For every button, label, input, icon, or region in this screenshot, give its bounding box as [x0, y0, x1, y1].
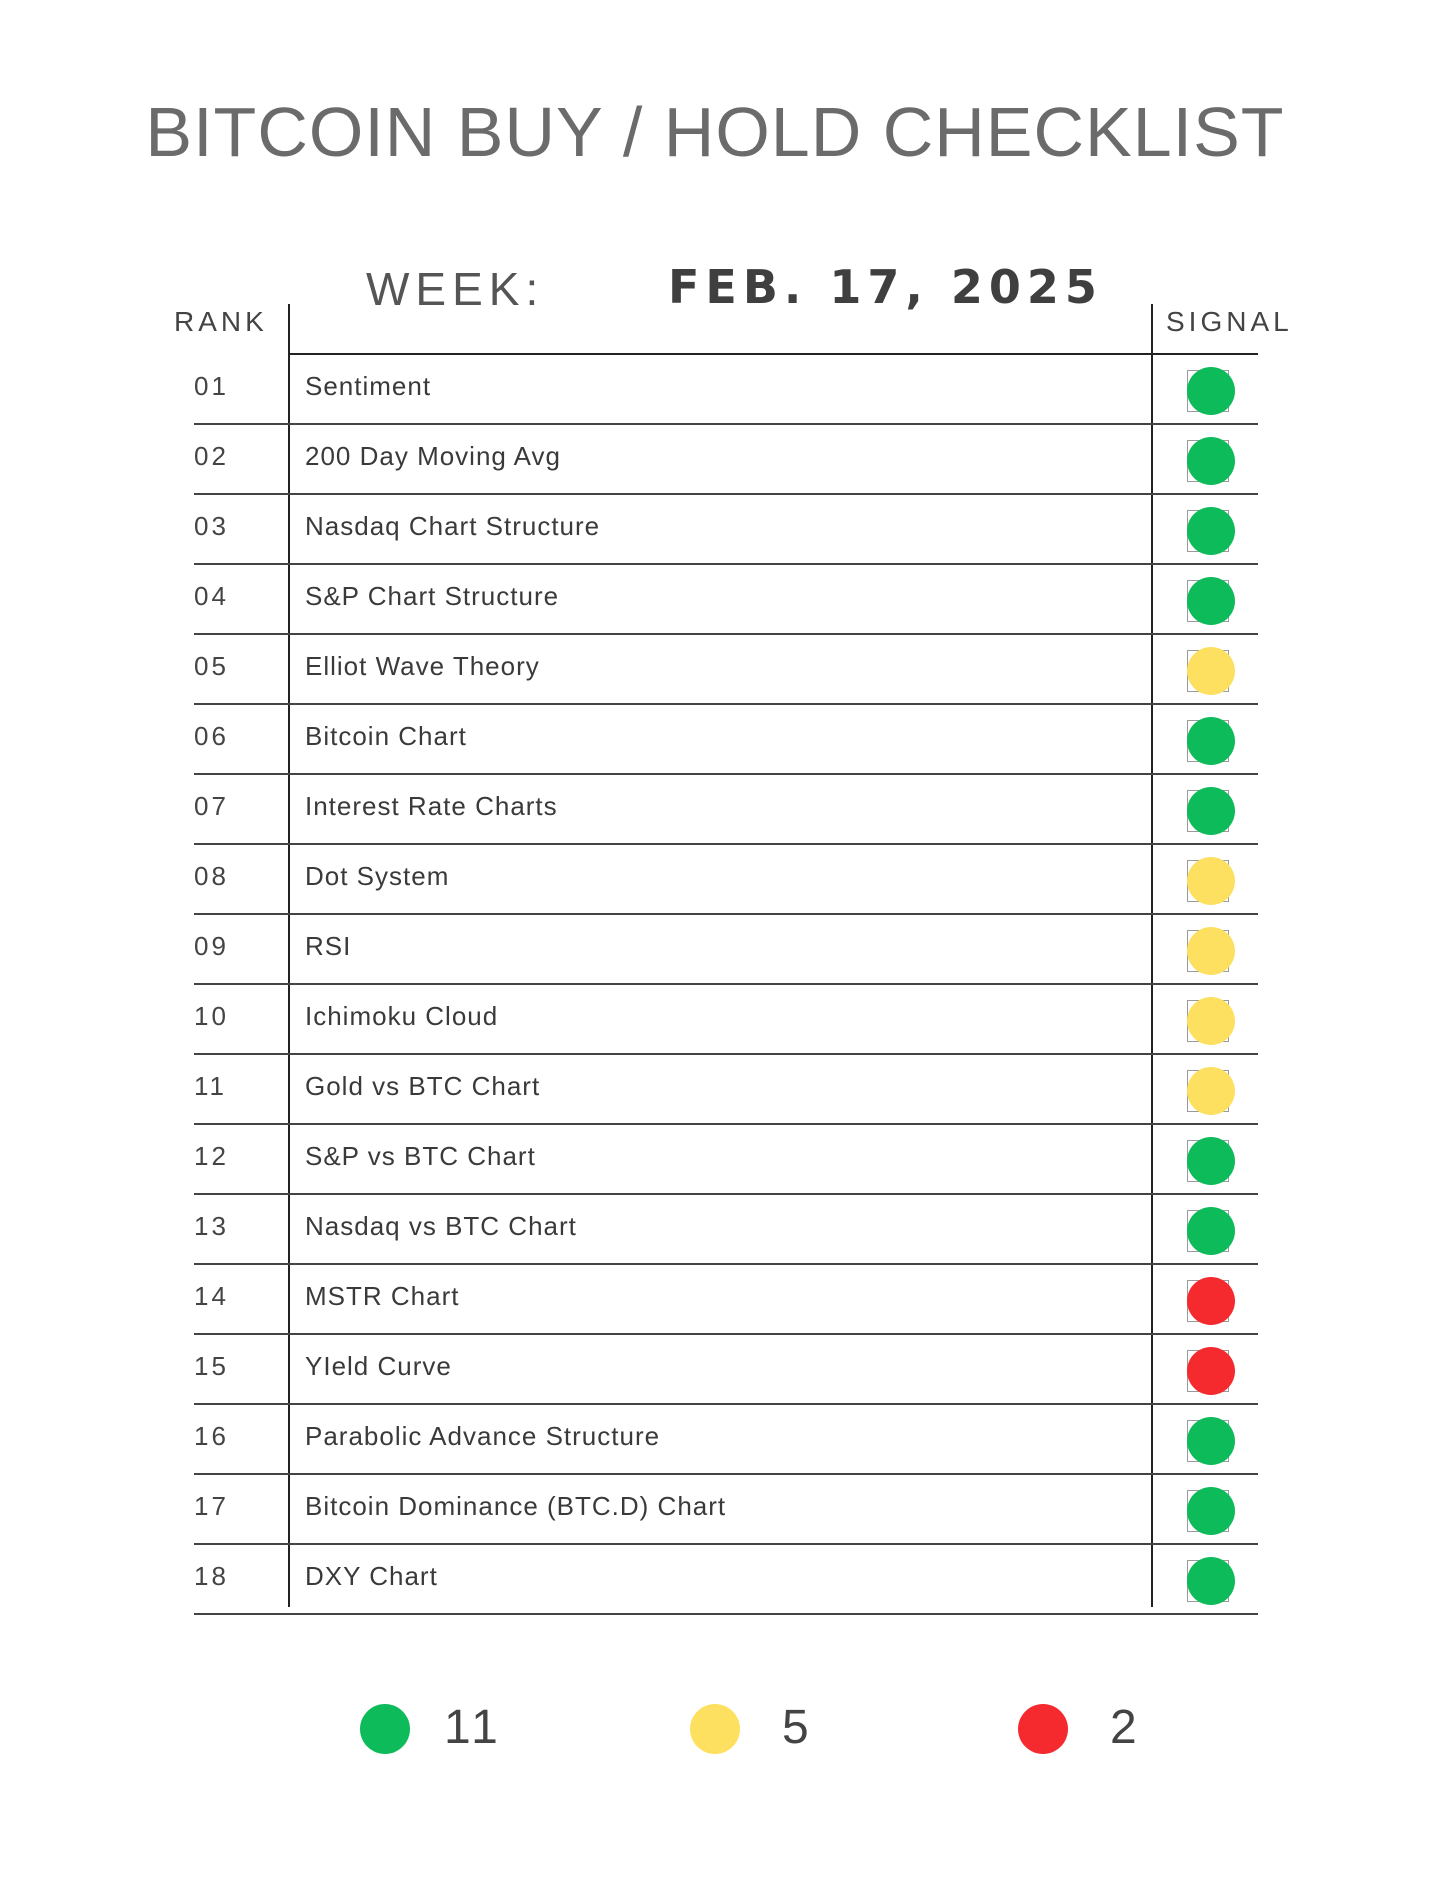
indicator-name: Gold vs BTC Chart — [305, 1071, 541, 1101]
table-row — [194, 1545, 1258, 1615]
green-signal-icon — [1187, 1557, 1235, 1605]
red-signal-icon — [1018, 1704, 1068, 1754]
indicator-name: YIeld Curve — [305, 1351, 452, 1381]
yellow-signal-icon — [1187, 927, 1235, 975]
green-count: 11 — [444, 1701, 502, 1754]
yellow-signal-icon — [1187, 1067, 1235, 1115]
indicator-name: Bitcoin Dominance (BTC.D) Chart — [305, 1491, 727, 1521]
green-signal-icon — [1187, 1417, 1235, 1465]
table-row — [194, 1475, 1258, 1545]
table-row — [194, 1265, 1258, 1335]
indicator-name: Nasdaq vs BTC Chart — [305, 1211, 577, 1241]
indicator-name: Nasdaq Chart Structure — [305, 511, 601, 541]
yellow-signal-icon — [690, 1704, 740, 1754]
indicator-name: Elliot Wave Theory — [305, 651, 540, 681]
rank-number: 04 — [194, 581, 229, 611]
green-signal-icon — [1187, 1137, 1235, 1185]
table-row — [194, 1055, 1258, 1125]
yellow-count: 5 — [782, 1701, 813, 1754]
indicator-name: S&P Chart Structure — [305, 581, 560, 611]
green-signal-icon — [1187, 437, 1235, 485]
indicator-name: Parabolic Advance Structure — [305, 1421, 661, 1451]
rank-number: 17 — [194, 1491, 229, 1521]
table-row — [194, 985, 1258, 1055]
indicator-name: S&P vs BTC Chart — [305, 1141, 536, 1171]
green-signal-icon — [1187, 1487, 1235, 1535]
table-row — [194, 1405, 1258, 1475]
checklist-table — [194, 355, 1258, 1615]
red-signal-icon — [1187, 1277, 1235, 1325]
rank-number: 14 — [194, 1281, 229, 1311]
signal-column-header: SIGNAL — [1166, 306, 1293, 337]
rank-number: 13 — [194, 1211, 229, 1241]
indicator-name: Ichimoku Cloud — [305, 1001, 499, 1031]
indicator-name: Sentiment — [305, 371, 432, 401]
table-row — [194, 635, 1258, 705]
yellow-signal-icon — [1187, 857, 1235, 905]
signal-summary — [0, 1700, 1456, 1760]
rank-number: 01 — [194, 371, 229, 401]
table-row — [194, 1335, 1258, 1405]
indicator-name: DXY Chart — [305, 1561, 438, 1591]
green-signal-icon — [360, 1704, 410, 1754]
table-row — [194, 845, 1258, 915]
table-row — [194, 495, 1258, 565]
green-signal-icon — [1187, 507, 1235, 555]
rank-number: 10 — [194, 1001, 229, 1031]
yellow-signal-icon — [1187, 647, 1235, 695]
rank-number: 11 — [194, 1071, 227, 1101]
table-row — [194, 1195, 1258, 1265]
green-signal-icon — [1187, 717, 1235, 765]
green-signal-icon — [1187, 787, 1235, 835]
table-row — [194, 705, 1258, 775]
green-signal-icon — [1187, 577, 1235, 625]
green-signal-icon — [1187, 1207, 1235, 1255]
rank-number: 09 — [194, 931, 229, 961]
table-row — [194, 425, 1258, 495]
indicator-name: Interest Rate Charts — [305, 791, 558, 821]
indicator-name: RSI — [305, 931, 352, 961]
rank-number: 06 — [194, 721, 229, 751]
rank-number: 03 — [194, 511, 229, 541]
rank-number: 05 — [194, 651, 229, 681]
rank-column-header: RANK — [174, 306, 268, 337]
table-row — [194, 915, 1258, 985]
page-title: BITCOIN BUY / HOLD CHECKLIST — [145, 93, 1285, 171]
week-date: FEB. 17, 2025 — [668, 260, 1103, 314]
red-count: 2 — [1110, 1701, 1141, 1754]
table-row — [194, 1125, 1258, 1195]
indicator-name: Dot System — [305, 861, 450, 891]
indicator-name: 200 Day Moving Avg — [305, 441, 561, 471]
indicator-name: Bitcoin Chart — [305, 721, 467, 751]
rank-number: 07 — [194, 791, 229, 821]
rank-number: 12 — [194, 1141, 229, 1171]
week-label: WEEK: — [366, 263, 545, 315]
table-row — [194, 565, 1258, 635]
table-row — [194, 355, 1258, 425]
green-signal-icon — [1187, 367, 1235, 415]
rank-number: 16 — [194, 1421, 229, 1451]
indicator-name: MSTR Chart — [305, 1281, 460, 1311]
rank-number: 15 — [194, 1351, 229, 1381]
rank-number: 08 — [194, 861, 229, 891]
table-row — [194, 775, 1258, 845]
red-signal-icon — [1187, 1347, 1235, 1395]
yellow-signal-icon — [1187, 997, 1235, 1045]
rank-number: 18 — [194, 1561, 229, 1591]
rank-number: 02 — [194, 441, 229, 471]
